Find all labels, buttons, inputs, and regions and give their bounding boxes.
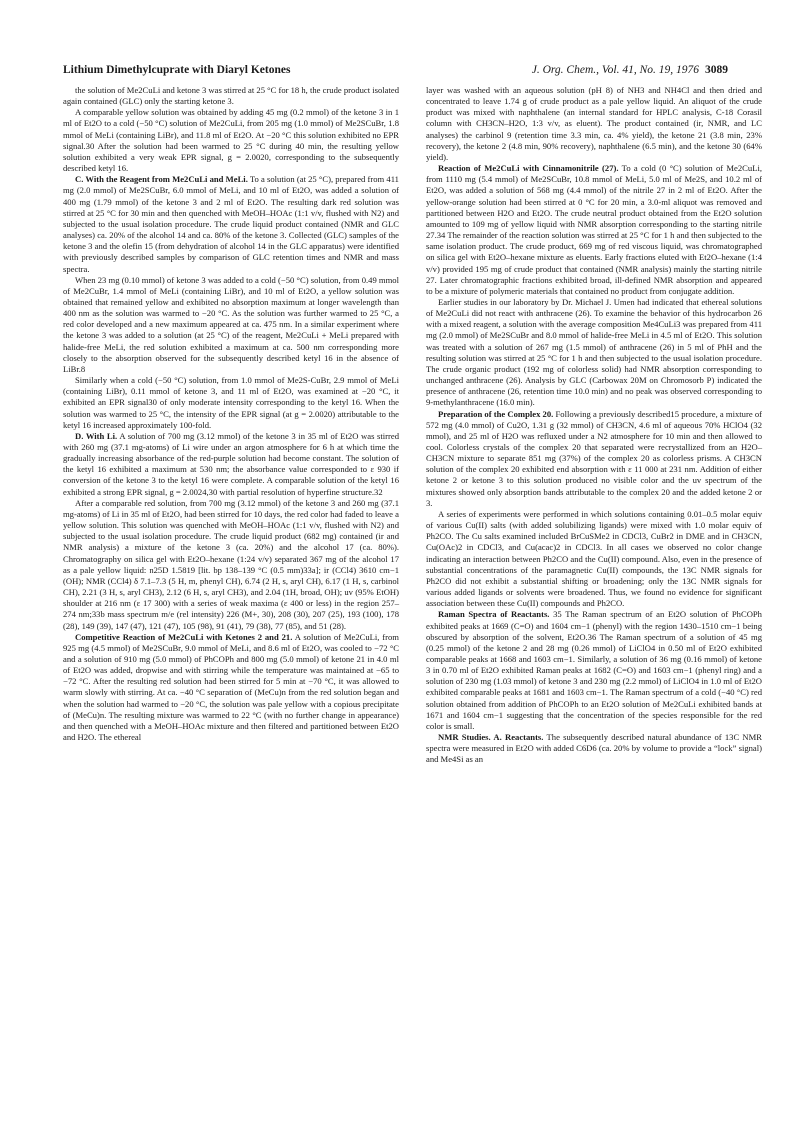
paragraph-text: 35 The Raman spectrum of an Et2O solution of PhCOPh exhibited peaks at 1669 (C=O) and 1604 cm−1 (phenyl) with the region 1430–1510 cm−1 being obscured by absorption of the solvent, Et2O.36 The Raman spectrum of a solution of 45 mg (0.25 mmol) of the ketone 2 and 28 mg (0.26 mmol) of LiClO4 in 0.50 ml of Et2O exhibited comparable peaks at 1668 and 1603 cm−1. Similarly, a solution of 36 mg (0.16 mmol) of ketone 3 in 0.70 ml of Et2O exhibited Raman peaks at 1682 (C=O) and 1603 cm−1 (phenyl ring) and a solution of 230 mg (1.03 mmol) of ketone 3 and 230 mg (2.2 mmol) of LiClO4 in 1.0 ml of Et2O exhibited comparable peaks at 1681 and 1603 cm−1. The Raman spectrum of a cold (−40 °C) red solution obtained from addition of PhCOPh to an Et2O solution of Me2CuLi exhibited bands at 1671 and 1604 cm−1 suggesting that the concentration of the species responsible for the red color is small. — [426, 609, 762, 731]
paragraph-text: A comparable yellow solution was obtained by adding 45 mg (0.2 mmol) of the ketone 3 in 1 ml of Et2O to a cold (−50 °C) solution of Me2CuLi, from 205 mg (1.0 mmol) of Me2SCuBr, 1.8 mmol of MeLi (containing LiBr), and 11.8 ml of Et2O. At −20 °C this solution exhibited no EPR signal.30 After the solution had been warmed to 25 °C during 40 min, the resulting yellow solution exhibited a very weak EPR signal, g = 2.0020, corresponding to the subsequently described ketyl 16. — [63, 107, 399, 174]
paragraph-text: To a solution (at 25 °C), prepared from 411 mg (2.0 mmol) of Me2SCuBr, 6.0 mmol of MeLi, and 10 ml of Et2O, was added a solution of 400 mg (1.79 mmol) of the ketone 3 and 2 ml of Et2O. The resulting dark red solution was stirred at 25 °C for 30 min and then quenched with MeOH–HOAc (1:1 v/v, flushed with N2) and subjected to the usual isolation procedure. The crude liquid product contained (NMR and GLC analyses) ca. 20% of the alcohol 14 and ca. 80% of the ketone 3. Collected (GLC) samples of the ketone 3 and the olefin 15 (from dehydration of alcohol 14 in the GLC apparatus) were identified with previously described samples by comparison of GLC retention times and NMR and mass spectra. — [63, 174, 399, 274]
paragraph — [63, 275, 399, 375]
paragraph-text: To a cold (0 °C) solution of Me2CuLi, from 1110 mg (5.4 mmol) of Me2SCuBr, 10.8 mmol of MeLi, 5.0 ml of Me2S, and 10.2 ml of Et2O, was added a solution of 568 mg (4.4 mmol) of the nitrile 27 in 2 ml of Et2O. After the yellow-orange solution had been stirred at 0 °C for 20 min, a 3.0-ml aliquot was removed and partitioned between H2O and Et2O. The crude neutral product obtained from the Et2O solution amounted to 109 mg of yellow liquid with NMR absorption corresponding to the starting nitrile 27.34 The remainder of the reaction solution was stirred at 25 °C for 1 h and then subjected to the same isolation product. The crude product, 669 mg of red viscous liquid, was chromatographed on silica gel with Et2O–hexane mixture as eluents. Early fractions eluted with Et2O–hexane (1:4 v/v) provided 195 mg of crude product that contained (NMR analysis) mainly the starting nitrile 27. Later chromatographic fractions exhibited broad, ill-defined NMR absorption and appeared to be a mixture of polymeric materials that contained no product from conjugate addition. — [426, 163, 762, 296]
paragraph-text: Following a previously described15 procedure, a mixture of 572 mg (4.0 mmol) of Cu2O, 1.31 g (32 mmol) of CH3CN, 4.6 ml of aqueous 70% HClO4 (32 mmol), and 25 ml of H2O was refluxed under a N2 atmosphere for 10 min and then allowed to cool. Colorless crystals of the complex 20 that separated were recrystallized from an H2O–CH3CN mixture to separate 851 mg (37%) of the complex 20 as colorless prisms. A CH3CN solution of the complex 20 exhibited end absorption with ε 11 000 at 231 nm. Addition of either ketone 2 or ketone 3 to this solution produced no visible color and the uv spectrum of the mixtures showed only absorption bands attributable to the complex 20 and the added ketone 2 or 3. — [426, 408, 762, 508]
paragraph-text: Similarly when a cold (−50 °C) solution, from 1.0 mmol of Me2S-CuBr, 2.9 mmol of MeLi (containing LiBr), 0.11 mmol of ketone 3, and 11 ml of Et2O, was examined at −20 °C, it exhibited an EPR signal30 of only moderate intensity corresponding to the ketyl 16. When the solution was warmed to 25 °C, the intensity of the EPR signal (at g = 2.0020) attributable to the ketyl 16 increased approximately 100-fold. — [63, 375, 399, 430]
paragraph-text: When 23 mg (0.10 mmol) of ketone 3 was added to a cold (−50 °C) solution, from 0.49 mmol of Me2CuBr, 1.4 mmol of MeLi (containing LiBr), and 10 ml of Et2O, a yellow solution was obtained that remained yellow and exhibited no absorption maximum at longer wavelength than 400 nm as the solution was warmed to −20 °C. As the solution was further warmed to 25 °C, a red color developed and a new maximum appeared at ca. 475 nm. In a similar experiment where the ketone 3 was added to a solution (at 25 °C) of the reagent, Me2CuLi + MeLi prepared with halide-free MeLi, the red solution exhibited a maximum at ca. 500 nm corresponding more closely to the absorption observed for the subsequently described ketyl 16 in the absence of LiBr.8 — [63, 274, 399, 374]
paragraph — [426, 732, 762, 765]
left-column — [63, 85, 399, 743]
section-heading: Reaction of Me2CuLi with Cinnamonitrile (27). — [438, 163, 619, 174]
section-heading: NMR Studies. A. Reactants. — [438, 732, 544, 743]
running-title: Lithium Dimethylcuprate with Diaryl Ketones — [63, 64, 291, 76]
section-heading: Preparation of the Complex 20. — [438, 408, 554, 419]
paragraph — [426, 509, 762, 609]
paragraph-text: the solution of Me2CuLi and ketone 3 was stirred at 25 °C for 18 h, the crude product isolated again contained (GLC) only the starting ketone 3. — [63, 85, 399, 107]
paragraph-text: Earlier studies in our laboratory by Dr. Michael J. Umen had indicated that ethereal solutions of Me2CuLi did not react with anthracene (26). To examine the behavior of this hydrocarbon 26 with a mixed reagent, a solution with the average composition Me4CuLi3 was prepared from 411 mg (2.0 mmol) of Me2SCuBr and 8.0 mmol of halide-free MeLi in 4.5 ml of Et2O. This solution was treated with a solution of 267 mg (1.5 mmol) of anthracene (26) in 5 ml of PhH and the resulting solution was stirred at 25 °C for 1 h and then subjected to the usual isolation procedure. The crude organic product (192 mg of colorless solid) had NMR absorption corresponding to unchanged anthracene (26). Analysis by GLC (Carbowax 20M on Chromosorb P) indicated the presence of anthracene (26, retention time 10.0 min) and no peak was observed corresponding to 9-methylanthracene (16.0 min). — [426, 296, 762, 408]
section-heading: C. With the Reagent from Me2CuLi and MeLi. — [75, 174, 248, 185]
paragraph — [426, 163, 762, 297]
paragraph — [63, 107, 399, 174]
journal-citation — [532, 64, 728, 76]
paragraph-text: A series of experiments were performed in which solutions containing 0.01–0.5 molar equiv of various Cu(II) salts (with added solubilizing ligands) were mixed with 1.0 molar equiv of Ph2CO. The Cu salts examined included BrCuSMe2 in CDCl3, CuBr2 in DME and in CH3CN, Cu(OAc)2 in CDCl3, and Cu(acac)2 in CDCl3. In all cases we observed no color change indicating an interaction between Ph2CO and the Cu(II) compound. Also, even in the presence of substantial concentrations of the paramagnetic Cu(II) compounds, the 13C NMR signals for Ph2CO did not exhibit a substantial shifting or broadening; only the 13C NMR signals for various added ligands or solvents were broadened. Thus, we found no evidence for significant association between these Cu(II) compounds and Ph2CO. — [426, 508, 762, 609]
section-heading: Competitive Reaction of Me2CuLi with Ketones 2 and 21. — [75, 631, 293, 642]
paragraph — [63, 375, 399, 431]
paragraph — [426, 297, 762, 409]
paragraph-text: A solution of Me2CuLi, from 925 mg (4.5 mmol) of Me2SCuBr, 9.0 mmol of MeLi, and 8.6 ml of Et2O, was cooled to −72 °C and a solution of 910 mg (5.0 mmol) of PhCOPh and 800 mg (5.0 mmol) of ketone 21 in 4.0 ml of Et2O was added, dropwise and with stirring while the temperature was maintained at −65 to −72 °C. After the resulting red solution had been stirred for 5 min at −70 °C, it was allowed to warm slowly with stirring. At ca. −40 °C separation of (MeCu)n from the red solution began and when the solution had warmed to −20 °C, the solution was pale yellow with a copious precipitate of (MeCu)n. The resulting mixture was warmed to 22 °C (with no further change in appearance) and then quenched with a MeOH–HOAc mixture and then filtered and partitioned between Et2O and H2O. The ethereal — [63, 631, 399, 743]
paragraph-text: layer was washed with an aqueous solution (pH 8) of NH3 and NH4Cl and then dried and concentrated to leave 1.74 g of crude product as a pale yellow liquid. An aliquot of the crude product was mixed with naphthalene (an internal standard for HPLC analysis, C-18 Corasil column with CH3CN–H2O, 1:3 v/v, as eluent). The product contained (ir, NMR, and LC analyses) the carbinol 9 (retention time 3.3 min, ca. 4% yield), the ketone 21 (3.8 min, 23% recovery), the ketone 2 (4.8 min, 90% recovery), naphthalene (6.5 min), and the ketone 30 (64% yield). — [426, 85, 762, 162]
paragraph-text: After a comparable red solution, from 700 mg (3.12 mmol) of the ketone 3 and 260 mg (37.1 mg-atoms) of Li in 35 ml of Et2O, had been stirred for 10 days, the red color had faded to leave a yellow solution. This solution was quenched with MeOH–HOAc (1:1 v/v, flushed with N2) and subjected to the usual isolation procedure. The crude liquid product (682 mg) contained (ir and NMR analysis) a mixture of the ketone 3 (ca. 20%) and the alcohol 17 (ca. 80%). Chromatography on silica gel with Et2O–hexane (1:24 v/v) separated 367 mg of the alcohol 17 as a pale yellow liquid: n25D 1.5819 [lit. bp 138–139 °C (0.5 mm)33a]; ir (CCl4) 3610 cm−1 (OH); NMR (CCl4) δ 7.1–7.3 (5 H, m, phenyl CH), 6.74 (2 H, s, aryl CH), 6.17 (1 H, s, carbinol CH), 2.21 (3 H, s, aryl CH3), 2.12 (6 H, s, aryl CH3), and 2.04 (1H, broad, OH); uv (95% EtOH) shoulder at 216 nm (ε 17 300) with a series of weak maxima (ε 400 or less) in the region 257–274 nm;33b mass spectrum m/e (rel intensity) 226 (M+, 30), 208 (30), 207 (25), 193 (100), 178 (28), 149 (39), 147 (47), 121 (47), 105 (98), 91 (41), 79 (38), 77 (85), and 51 (28). — [63, 497, 399, 631]
paragraph-text: A solution of 700 mg (3.12 mmol) of the ketone 3 in 35 ml of Et2O was stirred with 260 mg (37.1 mg-atoms) of Li wire under an argon atmosphere for 6 h at which time the gradually increasing absorbance of the red-purple solution had become constant. The solution of the ketyl 16 exhibited a maximum at 530 nm; the absorbance value corresponded to ε 930 if conversion of the ketone 3 to the ketyl 16 were complete. A comparable solution of the ketyl 16 exhibited a strong EPR signal, g = 2.0024,30 with partial resolution of hyperfine structure.32 — [63, 430, 399, 497]
running-head — [63, 64, 728, 82]
paragraph — [426, 409, 762, 509]
paragraph — [63, 632, 399, 744]
paragraph — [63, 431, 399, 498]
paragraph — [426, 85, 762, 163]
paragraph-text: The subsequently described natural abundance of 13C NMR spectra were measured in Et2O with added C6D6 (ca. 20% by volume to provide a “lock” signal) and Me4Si as an — [426, 732, 763, 765]
right-column — [426, 85, 762, 766]
journal-reference: J. Org. Chem., Vol. 41, No. 19, 1976 — [531, 64, 699, 76]
page-number: 3089 — [705, 64, 728, 76]
paragraph — [426, 609, 762, 732]
section-heading: D. With Li. — [75, 430, 118, 441]
paragraph — [63, 498, 399, 632]
paragraph — [63, 85, 399, 107]
paragraph — [63, 174, 399, 274]
section-heading: Raman Spectra of Reactants. — [438, 609, 550, 620]
